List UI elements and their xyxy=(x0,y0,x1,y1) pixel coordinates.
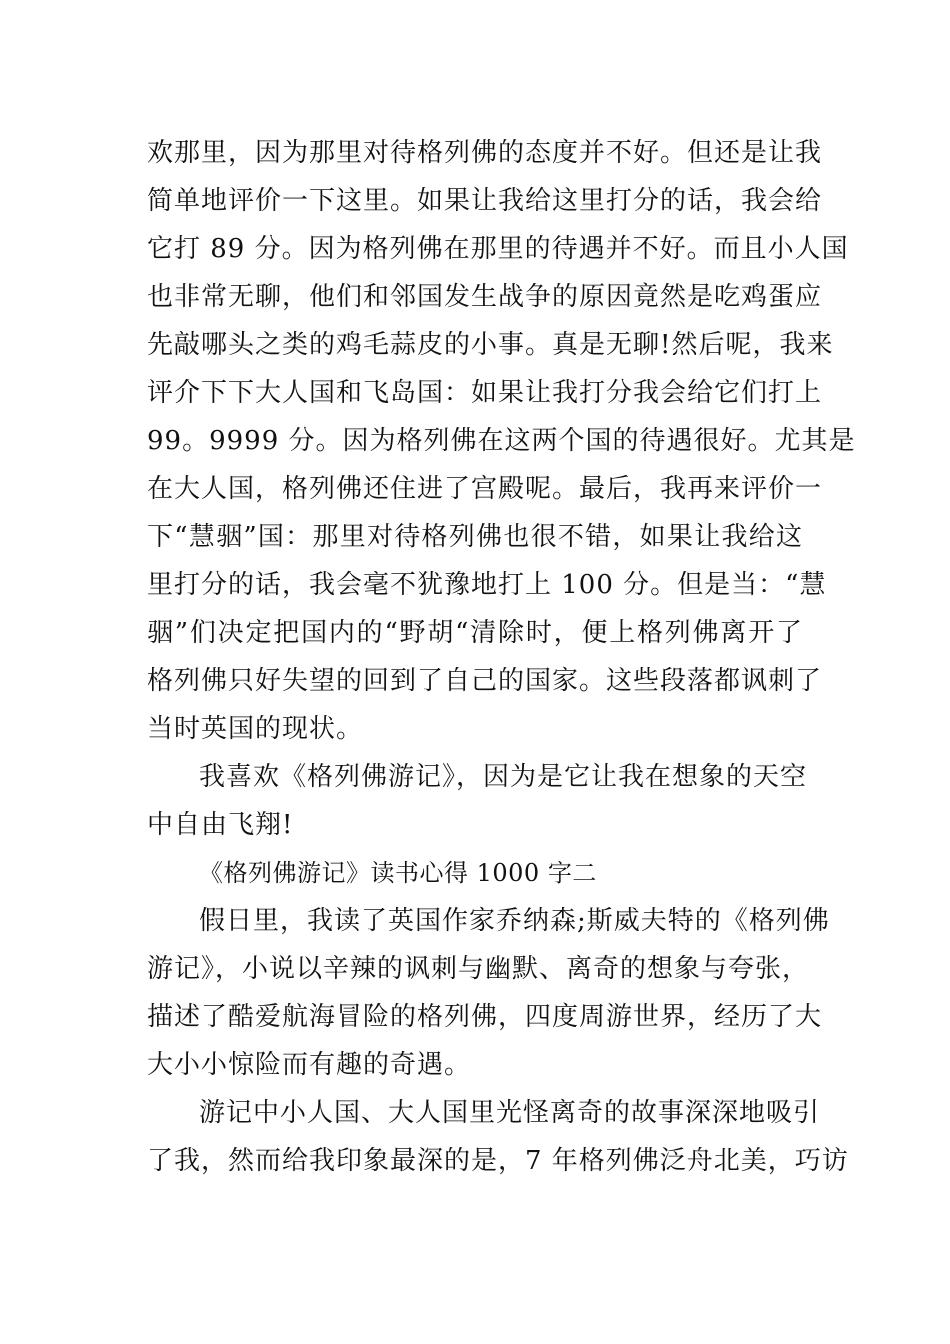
paragraph-line: 描述了酷爱航海冒险的格列佛，四度周游世界，经历了大 xyxy=(147,1002,823,1032)
paragraph-line: 评介下下大人国和飞岛国：如果让我打分我会给它们打上 xyxy=(147,378,823,408)
paragraph-line: 中自由飞翔! xyxy=(147,810,294,840)
paragraph-line: 在大人国，格列佛还住进了宫殿呢。最后，我再来评价一 xyxy=(147,474,823,504)
paragraph-line: 99。9999 分。因为格列佛在这两个国的待遇很好。尤其是 xyxy=(147,426,856,456)
paragraph-line: 它打 89 分。因为格列佛在那里的待遇并不好。而且小人国 xyxy=(147,234,849,264)
paragraph-line: 游记中小人国、大人国里光怪离奇的故事深深地吸引 xyxy=(199,1098,821,1128)
paragraph-line: 欢那里，因为那里对待格列佛的态度并不好。但还是让我 xyxy=(147,138,823,168)
paragraph-line: 里打分的话，我会毫不犹豫地打上 100 分。但是当：“慧 xyxy=(147,570,827,600)
paragraph-line: 简单地评价一下这里。如果让我给这里打分的话，我会给 xyxy=(147,186,823,216)
paragraph-line: 也非常无聊，他们和邻国发生战争的原因竟然是吃鸡蛋应 xyxy=(147,282,823,312)
paragraph-line: 骃”们决定把国内的“野胡“清除时，便上格列佛离开了 xyxy=(147,618,803,648)
paragraph-line: 先敲哪头之类的鸡毛蒜皮的小事。真是无聊!然后呢，我来 xyxy=(147,330,834,360)
paragraph-line: 游记》，小说以辛辣的讽刺与幽默、离奇的想象与夸张， xyxy=(147,954,810,984)
paragraph-line: 当时英国的现状。 xyxy=(147,714,364,744)
paragraph-line: 下“慧骃”国：那里对待格列佛也很不错，如果让我给这 xyxy=(147,522,803,552)
section-heading: 《格列佛游记》读书心得 1000 字二 xyxy=(199,859,597,887)
paragraph-line: 大小小惊险而有趣的奇遇。 xyxy=(147,1050,472,1080)
paragraph-line: 假日里，我读了英国作家乔纳森;斯威夫特的《格列佛 xyxy=(199,906,830,936)
paragraph-line: 我喜欢《格列佛游记》，因为是它让我在想象的天空 xyxy=(199,762,808,792)
paragraph-line: 格列佛只好失望的回到了自己的国家。这些段落都讽刺了 xyxy=(147,666,823,696)
paragraph-line: 了我，然而给我印象最深的是，7 年格列佛泛舟北美，巧访 xyxy=(147,1146,849,1176)
